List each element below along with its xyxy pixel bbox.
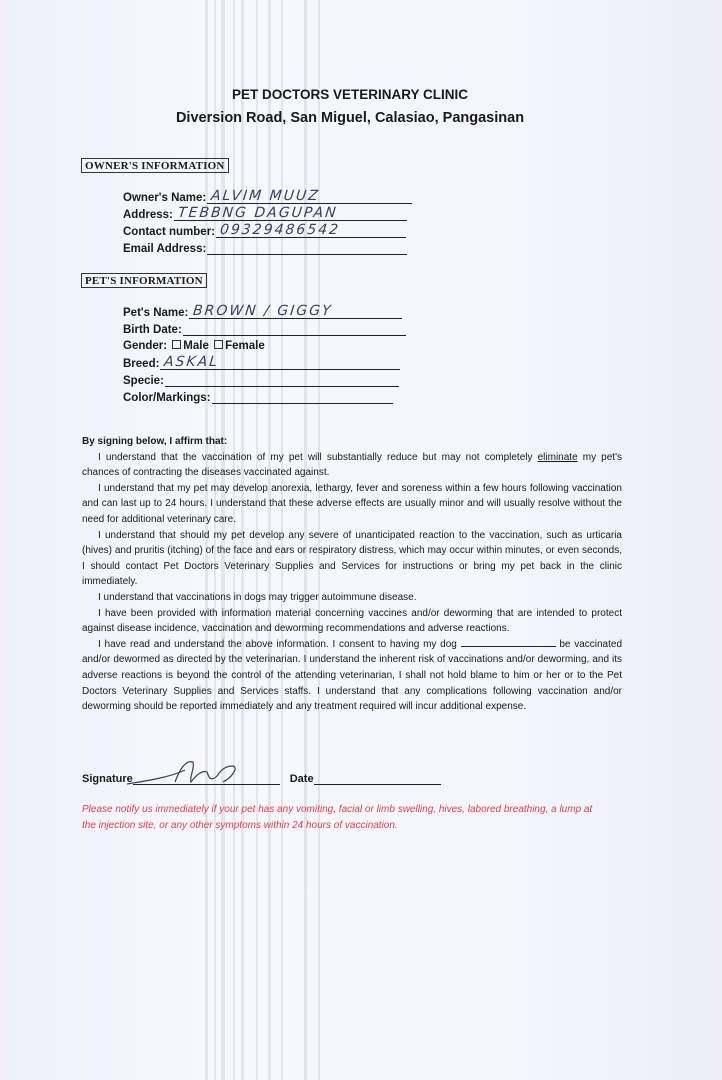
- signature-row: [82, 772, 441, 785]
- clinic-name: PET DOCTORS VETERINARY CLINIC: [231, 87, 469, 102]
- birth-date-line: [183, 321, 406, 336]
- specie-field[interactable]: [123, 371, 399, 387]
- consent-p6-text: I have read and understand the above information. I consent to having my dog: [98, 638, 457, 650]
- owner-email-line: [207, 240, 407, 255]
- owner-address-line: [174, 206, 407, 221]
- dog-name-blank[interactable]: [461, 637, 556, 647]
- breed-line: [160, 355, 400, 370]
- owner-email-field[interactable]: [123, 239, 407, 255]
- color-markings-label: Color/Markings:: [123, 392, 211, 404]
- consent-text: [82, 434, 622, 715]
- owner-section-title: OWNER'S INFORMATION: [81, 158, 229, 173]
- gender-field: [123, 340, 265, 352]
- pet-name-line: [189, 304, 402, 319]
- female-checkbox[interactable]: [214, 340, 223, 349]
- signature-label: Signature: [82, 773, 133, 785]
- birth-date-field[interactable]: [123, 320, 406, 336]
- owner-name-value: ALVIM MUUZ: [210, 188, 321, 204]
- owner-contact-value: 09329486542: [219, 222, 341, 238]
- gender-label: Gender:: [123, 340, 168, 352]
- pet-name-field[interactable]: [123, 303, 402, 319]
- consent-p6-end: be vaccinated and/or dewormed as directed by the veterinarian. I understand the inherent risk of vaccinations and/or deworming, and its adverse reactions is beyond the control of the attending veterinarian, I shall not hold blame to him or her or to the Pet Doctors Veterinary Supplies and Services staffs. I understand that any complications following vaccination and/or deworming should be reported immediately and any treatment required will incur additional expense.: [82, 638, 623, 713]
- consent-paragraph-5: I have been provided with information material concerning vaccines and/or deworming that are intended to protect against disease incidence, vaccination and deworming recommendations and adverse reactions.: [82, 607, 622, 635]
- breed-field[interactable]: [123, 354, 400, 370]
- owner-address-field[interactable]: [123, 205, 407, 221]
- clinic-address: Diversion Road, San Miguel, Calasiao, Pangasinan: [175, 110, 525, 126]
- male-label: Male: [183, 340, 209, 352]
- owner-name-field[interactable]: [123, 188, 412, 204]
- owner-contact-label: Contact number:: [123, 226, 215, 238]
- owner-name-line: [207, 189, 412, 204]
- birth-date-label: Birth Date:: [123, 324, 182, 336]
- consent-paragraph-2: I understand that my pet may develop anorexia, lethargy, fever and soreness within a few hours following vaccination and can last up to 24 hours. I understand that these adverse effects are usually minor and will usually resolve without the need for additional veterinary care.: [82, 482, 622, 525]
- date-line[interactable]: [314, 772, 441, 785]
- pet-name-label: Pet's Name:: [123, 307, 189, 319]
- handwritten-signature: [123, 758, 273, 788]
- consent-paragraph-6: [82, 637, 622, 715]
- breed-label: Breed:: [123, 358, 160, 370]
- owner-email-label: Email Address:: [123, 243, 207, 255]
- consent-lead: By signing below, I affirm that:: [82, 436, 228, 447]
- date-label: Date: [289, 773, 314, 785]
- vaccination-notice: Please notify us immediately if your pet has any vomiting, facial or limb swelling, hives, labored breathing, a lump at the injection site, or any other symptoms within 24 hours of vaccination.: [82, 804, 593, 831]
- owner-name-label: Owner's Name:: [123, 192, 207, 204]
- owner-address-label: Address:: [123, 209, 173, 221]
- eliminate-word: eliminate: [537, 451, 578, 463]
- pet-section-title: PET'S INFORMATION: [81, 273, 207, 288]
- specie-label: Specie:: [123, 375, 164, 387]
- specie-line: [165, 372, 399, 387]
- owner-address-value: TEBBNG DAGUPAN: [177, 205, 339, 221]
- signature-line[interactable]: [133, 772, 280, 785]
- owner-contact-line: [216, 223, 406, 238]
- consent-paragraph-1: [82, 450, 622, 481]
- consent-paragraph-4: I understand that vaccinations in dogs may trigger autoimmune disease.: [98, 591, 417, 603]
- owner-contact-field[interactable]: [123, 222, 406, 238]
- consent-p1-end: my pet's chances of contracting the diseases vaccinated against.: [82, 451, 622, 479]
- color-markings-field[interactable]: [123, 388, 393, 404]
- pet-name-value: BROWN / GIGGY: [192, 303, 334, 319]
- consent-p1-text: I understand that the vaccination of my pet will substantially reduce but may not completely: [98, 451, 533, 463]
- breed-value: ASKAL: [163, 354, 221, 370]
- male-checkbox[interactable]: [172, 340, 181, 349]
- consent-paragraph-3: I understand that should my pet develop any severe of unanticipated reaction to the vaccination, such as urticaria (hives) and pruritis (itching) of the face and ears or respiratory distress, which may occur within minutes, or even seconds, I should contact Pet Doctors Veterinary Supplies and Services for instructions or bring my pet back in the clinic immediately.: [82, 529, 622, 588]
- female-label: Female: [225, 340, 265, 352]
- color-markings-line: [212, 389, 393, 404]
